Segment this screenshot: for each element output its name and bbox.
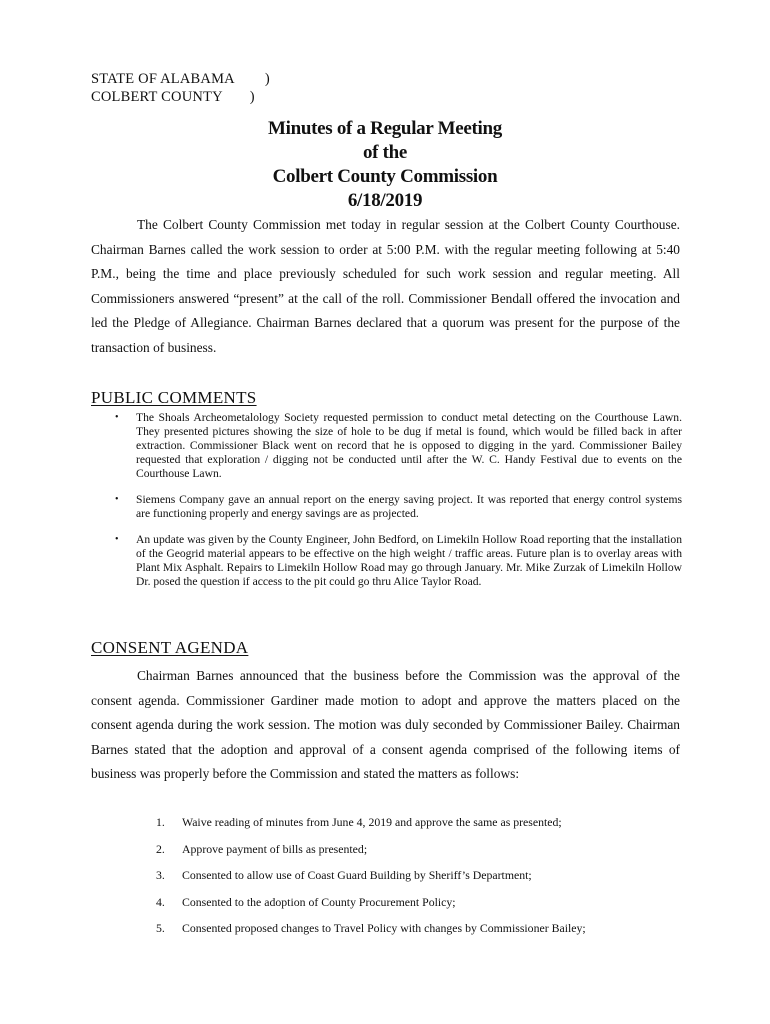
county-line: COLBERT COUNTY ) [91,89,255,105]
consent-agenda-heading: CONSENT AGENDA [91,638,249,657]
title-line-2: of the [362,142,408,163]
list-item: 4. Consented to the adoption of County Procurement Policy; [156,894,456,909]
list-item: 3. Consented to allow use of Coast Guard Building by Sheriff’s Department; [156,868,532,882]
bullet-icon: • [115,534,119,545]
list-item: • Siemens Company gave an annual report on the energy saving project. It was reported that energy control systems are functioning properly and energy savings are as projected. [115,493,682,520]
state-line: STATE OF ALABAMA ) [91,71,270,87]
bullet-icon: • [115,494,119,505]
consent-agenda-paragraph: Chairman Barnes announced that the business before the Commission was the approval of the consent agenda. Commissioner Gardiner made motion to adopt and approve the matters placed on the consent agenda during the work session. The motion was duly seconded by Commissioner Bailey. Chairman Barnes stated that the adoption and approval of a consent agenda comprised of the following items of business was properly before the Commission and stated the matters as follows: [91,668,680,782]
list-item: 1. Waive reading of minutes from June 4, 2019 and approve the same as presented; [156,815,562,829]
document-title [0,117,770,213]
intro-paragraph: The Colbert County Commission met today in regular session at the Colbert County Courthouse. Chairman Barnes called the work session to order at 5:00 P.M. with the regular meeting following at 5:40 P.M., being the time and place previously scheduled for such work session and regular meeting. All Commissioners answered “present” at the call of the roll. Commissioner Bendall offered the invocation and led the Pledge of Allegiance. Chairman Barnes declared that a quorum was present for the purpose of the transaction of business. [91,217,680,355]
public-comments-heading: PUBLIC COMMENTS [91,388,257,407]
venue-header [91,70,270,106]
list-item: • The Shoals Archeometalology Society requested permission to conduct metal detecting on the Courthouse Lawn. They presented pictures showing the size of hole to be dug if metal is found, which would be filled back in after extraction. Commissioner Black went on record that he is opposed to digging in the yard. Commissioner Bailey requested that exploration / digging not be conducted until after the W. C. Handy Festival due to events on the Courthouse Lawn. [115,411,682,480]
bullet-icon: • [115,412,119,423]
list-item: 5. Consented proposed changes to Travel Policy with changes by Commissioner Bailey; [156,921,586,935]
title-line-1: Minutes of a Regular Meeting [268,118,502,139]
list-item: • An update was given by the County Engineer, John Bedford, on Limekiln Hollow Road reporting that the installation of the Geogrid material appears to be effective on the high weight / traffic areas. Future plan is to overlay areas with Plant Mix Asphalt. Repairs to Limekiln Hollow Road may go through January. Mr. Mike Zurzak of Limekiln Hollow Dr. posed the question if access to the pit could go thru Alice Taylor Road. [115,533,682,588]
consent-items-list [156,815,686,948]
title-line-4: 6/18/2019 [347,190,423,211]
public-comments-list [110,411,682,589]
list-item: 2. Approve payment of bills as presented; [156,841,368,856]
title-line-3: Colbert County Commission [272,166,498,187]
